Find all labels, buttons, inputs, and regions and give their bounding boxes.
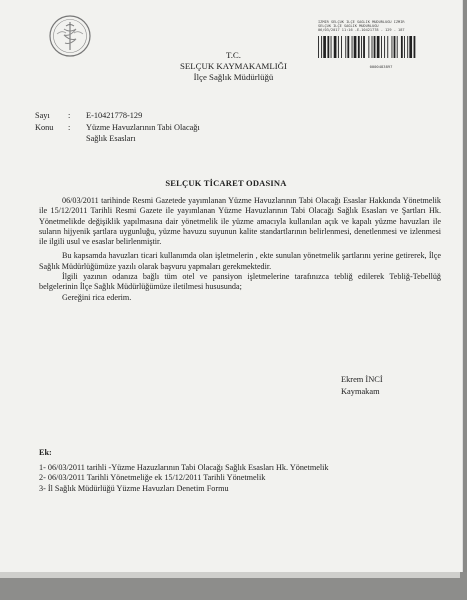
barcode-line-3: 06/03/2017 11:16 -E-10421778 - 129 - 187: [318, 28, 405, 33]
letterhead: [0, 50, 467, 83]
barcode-line-2: SELÇUK İLÇE SAĞLIK MÜDÜRLÜĞÜ: [318, 24, 379, 29]
konu-row-2: [35, 133, 286, 145]
scan-background: [0, 572, 467, 600]
sayi-row: [35, 110, 286, 122]
document-meta: [35, 110, 286, 145]
attachments: [39, 448, 328, 494]
konu-row: [35, 122, 286, 134]
body-paragraph-3: İlgili yazının odanıza bağlı tüm otel ve pansiyon işletmelerine tarafınızca tebliğ edilerek Tebliğ-Tebellüğ belgelerinin İlçe Sağlık Müdürlüğümüze iletilmesi hususunda;: [39, 272, 441, 292]
sayi-value: E-10421778-129: [86, 111, 143, 120]
paper-edge: [0, 572, 460, 578]
signer-title: Kaymakam: [341, 387, 380, 396]
barcode-number: 0000483897: [369, 63, 393, 69]
header-tc: T.C.: [226, 50, 241, 60]
konu-colon: :: [68, 122, 71, 132]
header-department: İlçe Sağlık Müdürlüğü: [193, 72, 274, 82]
recipient: SELÇUK TİCARET ODASINA: [165, 178, 287, 188]
barcode-line-1: İZMİR SELÇUK İLÇE SAĞLIK MÜDÜRLÜĞÜ İZMİR: [318, 20, 405, 24]
konu-value-1: Yüzme Havuzlarının Tabi Olacağı: [86, 122, 200, 132]
attachments-title: Ek:: [39, 448, 52, 457]
attachment-item-1: 1- 06/03/2011 tarihli -Yüzme Hazuzlarının Tabi Olacağı Sağlık Esasları Hk. Yönetmelik: [39, 462, 329, 472]
attachment-item-2: 2- 06/03/2011 Tarihli Yönetmeliğe ek 15/12/2011 Tarihli Yönetmelik: [39, 473, 266, 482]
body-paragraph-1: 06/03/2011 tarihinde Resmi Gazetede yayımlanan Yüzme Havuzlarının Tabi Olacağı Esaslar Hakkında Yönetmelik ile 15/12/2011 Tarihli Resmi Gazete ile yayımlanan Yüzme Havuzlarının Tabi Olacağı Sağlık Esasları ve Şartları Hk. Yönetmelikde değişiklik yapılmasına dair yönetmelik ile yüzme amacıyla kullanılan açık ve kapalı yüzme havuzları ile suların hijyenik şartlara uygunluğu, yüzme havuzu suyunun kalite standartlarının belirlenmesi, denetlenmesi ve izlenmesi ile ilgili usul ve esaslar belirlenmiştir.: [39, 196, 441, 247]
sayi-label: Sayı: [35, 111, 50, 120]
attachment-item-3: 3- İl Sağlık Müdürlüğü Yüzme Havuzları Denetim Formu: [39, 483, 229, 493]
signer-name: Ekrem İNCİ: [341, 375, 383, 384]
konu-value-2: Sağlık Esasları: [86, 134, 136, 143]
signature-block: [341, 374, 383, 398]
body-paragraph-2: Bu kapsamda havuzları ticari kullanımda olan işletmelerin , ekte sunulan yönetmelik şartlarını yerine getirerek, İlçe Sağlık Müdürlüğümüze yazılı olarak başvuru yapmaları gerekmektedir.: [39, 251, 441, 271]
konu-label: Konu: [35, 122, 54, 132]
sayi-colon: :: [68, 111, 71, 120]
body-paragraph-4: Gereğini rica ederim.: [62, 292, 132, 302]
letter-body: [39, 196, 441, 303]
header-kaymakamlik: SELÇUK KAYMAKAMLIĞI: [180, 61, 287, 71]
